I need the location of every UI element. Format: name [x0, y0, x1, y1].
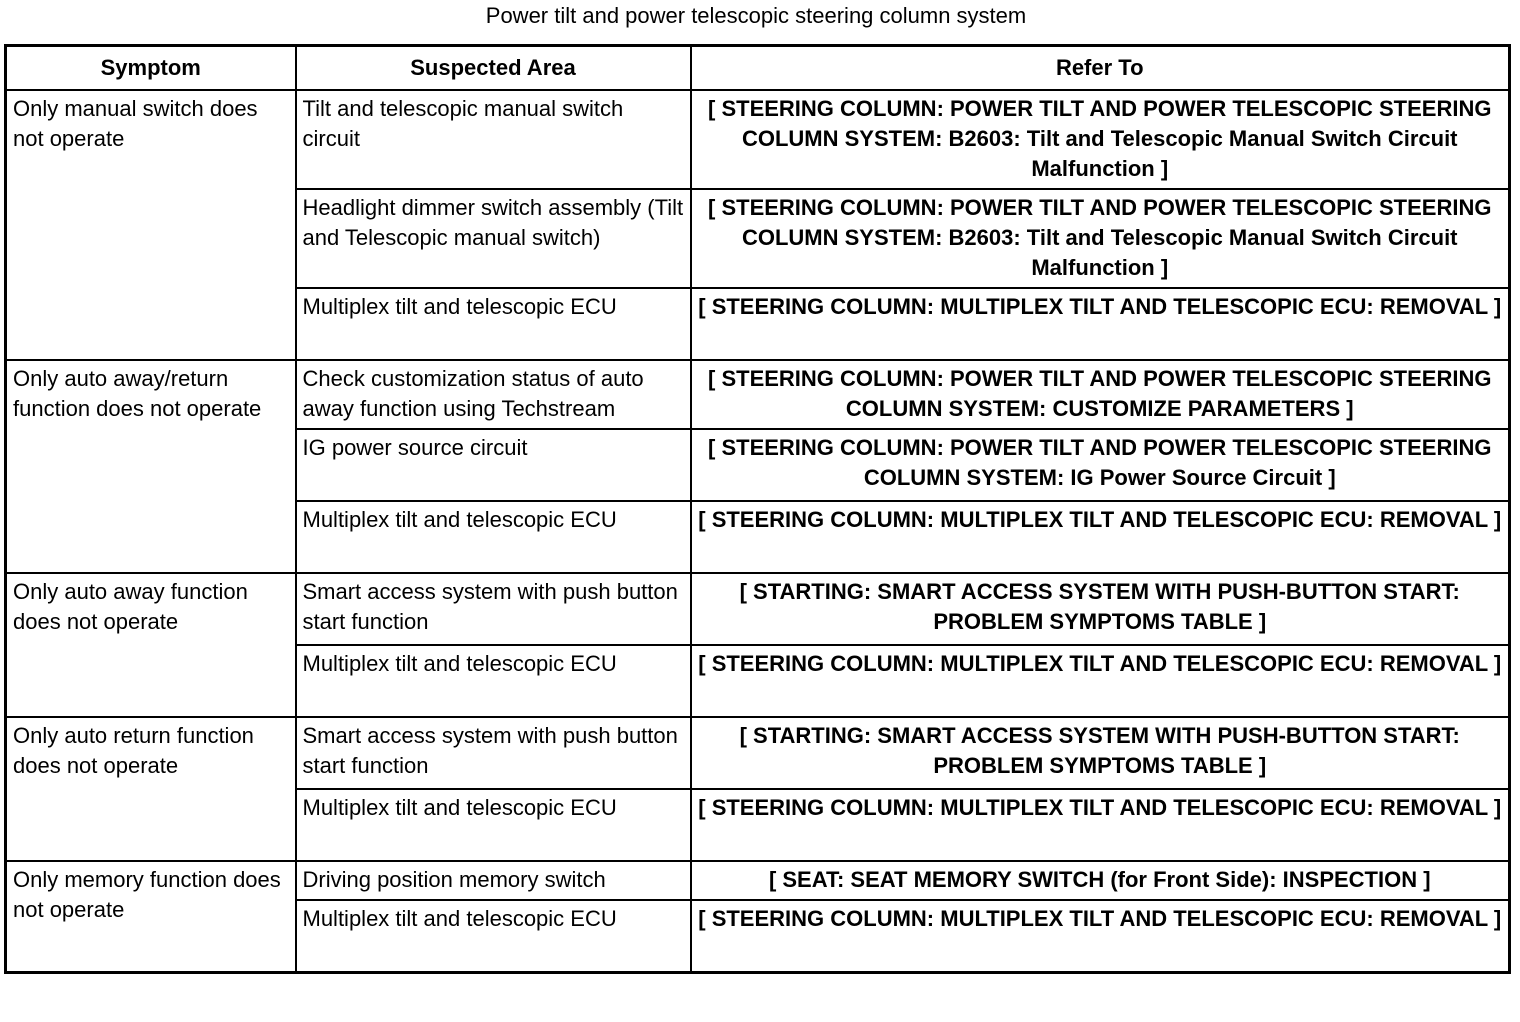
refer-to-link[interactable]: [ STARTING: SMART ACCESS SYSTEM WITH PUSH-BUTTON START: PROBLEM SYMPTOMS TABLE ]	[691, 573, 1510, 645]
symptom-cell: Only auto return function does not operate	[6, 717, 296, 861]
refer-to-link[interactable]: [ STEERING COLUMN: POWER TILT AND POWER TELESCOPIC STEERING COLUMN SYSTEM: CUSTOMIZE PARAMETERS ]	[691, 360, 1510, 429]
table-title: Power tilt and power telescopic steering column system	[485, 3, 1027, 28]
refer-to-link[interactable]: [ STEERING COLUMN: POWER TILT AND POWER TELESCOPIC STEERING COLUMN SYSTEM: IG Power Source Circuit ]	[691, 429, 1510, 501]
header-row	[6, 46, 1510, 91]
suspected-area-cell: Headlight dimmer switch assembly (Tilt and Telescopic manual switch)	[296, 189, 691, 288]
problem-symptoms-table	[4, 44, 1511, 974]
suspected-area-cell: Multiplex tilt and telescopic ECU	[296, 288, 691, 360]
refer-to-link[interactable]: [ STEERING COLUMN: MULTIPLEX TILT AND TELESCOPIC ECU: REMOVAL ]	[691, 645, 1510, 717]
suspected-area-cell: Tilt and telescopic manual switch circuit	[296, 90, 691, 189]
suspected-area-cell: Multiplex tilt and telescopic ECU	[296, 501, 691, 573]
table-row	[6, 90, 1510, 189]
suspected-area-cell: Smart access system with push button start function	[296, 717, 691, 789]
suspected-area-cell: Multiplex tilt and telescopic ECU	[296, 645, 691, 717]
refer-to-link[interactable]: [ STEERING COLUMN: POWER TILT AND POWER TELESCOPIC STEERING COLUMN SYSTEM: B2603: Tilt and Telescopic Manual Switch Circuit Malfunction ]	[691, 189, 1510, 288]
refer-to-link[interactable]: [ SEAT: SEAT MEMORY SWITCH (for Front Side): INSPECTION ]	[691, 861, 1510, 900]
refer-to-link[interactable]: [ STEERING COLUMN: MULTIPLEX TILT AND TELESCOPIC ECU: REMOVAL ]	[691, 501, 1510, 573]
table-row	[6, 861, 1510, 900]
suspected-area-cell: Multiplex tilt and telescopic ECU	[296, 900, 691, 972]
symptom-header: Symptom	[6, 46, 296, 91]
symptom-cell: Only auto away/return function does not operate	[6, 360, 296, 573]
table-row	[6, 717, 1510, 789]
suspected-area-cell: Smart access system with push button start function	[296, 573, 691, 645]
table-row	[6, 573, 1510, 645]
refer-to-link[interactable]: [ STEERING COLUMN: POWER TILT AND POWER TELESCOPIC STEERING COLUMN SYSTEM: B2603: Tilt and Telescopic Manual Switch Circuit Malfunction ]	[691, 90, 1510, 189]
symptom-cell: Only auto away function does not operate	[6, 573, 296, 717]
symptom-cell: Only manual switch does not operate	[6, 90, 296, 360]
refer-to-link[interactable]: [ STEERING COLUMN: MULTIPLEX TILT AND TELESCOPIC ECU: REMOVAL ]	[691, 288, 1510, 360]
suspected-area-cell: Driving position memory switch	[296, 861, 691, 900]
suspected-area-cell: Check customization status of auto away function using Techstream	[296, 360, 691, 429]
suspected-area-cell: IG power source circuit	[296, 429, 691, 501]
refer-to-header: Refer To	[691, 46, 1510, 91]
refer-to-link[interactable]: [ STEERING COLUMN: MULTIPLEX TILT AND TELESCOPIC ECU: REMOVAL ]	[691, 789, 1510, 861]
suspected-area-header: Suspected Area	[296, 46, 691, 91]
symptom-cell: Only memory function does not operate	[6, 861, 296, 972]
table-row	[6, 360, 1510, 429]
refer-to-link[interactable]: [ STEERING COLUMN: MULTIPLEX TILT AND TELESCOPIC ECU: REMOVAL ]	[691, 900, 1510, 972]
suspected-area-cell: Multiplex tilt and telescopic ECU	[296, 789, 691, 861]
refer-to-link[interactable]: [ STARTING: SMART ACCESS SYSTEM WITH PUSH-BUTTON START: PROBLEM SYMPTOMS TABLE ]	[691, 717, 1510, 789]
